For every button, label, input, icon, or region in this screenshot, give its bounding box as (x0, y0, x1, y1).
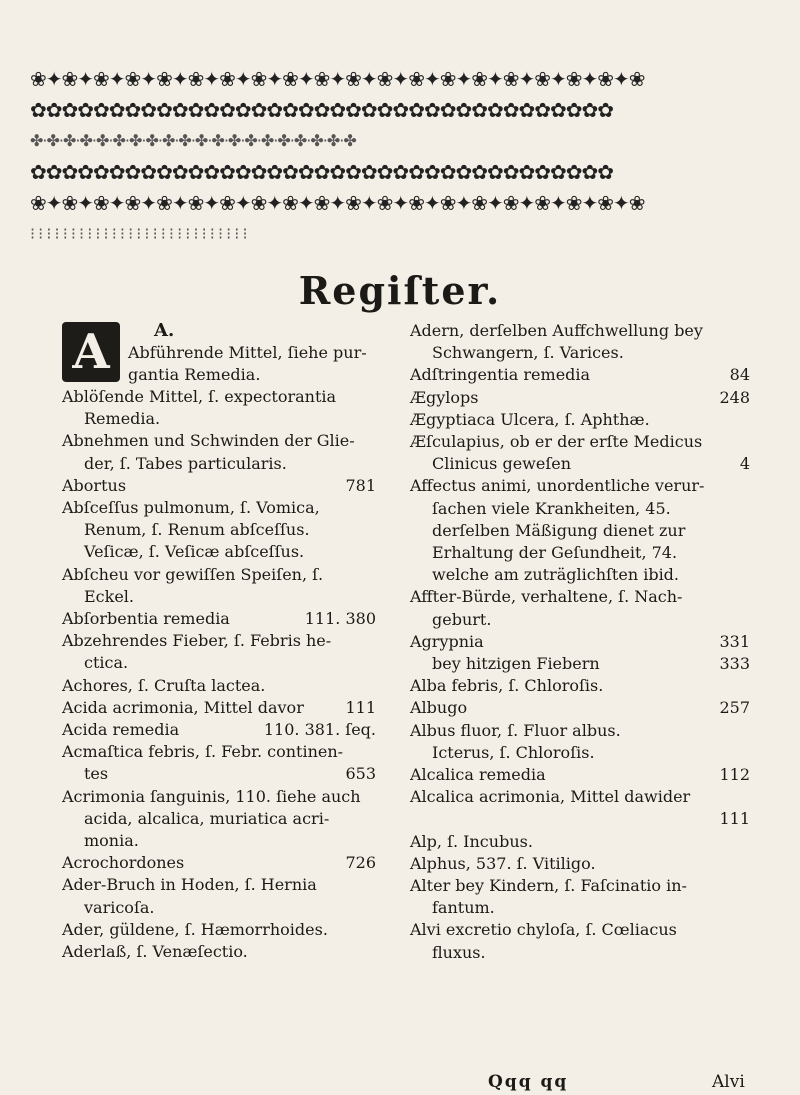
entry-text: Alba febris, ſ. Chloroſis. (410, 676, 604, 696)
index-entry (62, 874, 376, 896)
entry-text: fantum. (432, 898, 495, 918)
section-letter: A. (154, 320, 175, 341)
entry-page: 111 (719, 809, 750, 829)
index-entry (410, 475, 750, 497)
entry-text: Schwangern, ſ. Varices. (432, 343, 624, 363)
entry-text: Affectus animi, unordentliche verur- (410, 476, 705, 496)
index-entry: Abführende Mittel, ſiehe pur- (128, 343, 367, 363)
index-entry (410, 808, 750, 830)
entry-text: Ægylops (410, 387, 479, 407)
index-entry (62, 830, 376, 852)
entry-text: Acmaſtica febris, ſ. Febr. continen- (62, 742, 344, 762)
entry-text: varicoſa. (84, 897, 155, 917)
ornament-row: ❀✦❀✦❀✦❀✦❀✦❀✦❀✦❀✦❀✦❀✦❀✦❀✦❀✦❀✦❀✦❀✦❀✦❀✦❀✦❀ (30, 68, 645, 90)
index-entry (410, 520, 750, 542)
entry-text: Abnehmen und Schwinden der Glie- (62, 431, 355, 451)
entry-text: Acrochordones (62, 853, 185, 873)
index-entry (62, 541, 376, 563)
index-entry (62, 497, 376, 519)
index-entry (410, 542, 750, 564)
index-entry (62, 630, 376, 652)
index-entry (410, 409, 750, 431)
entry-text: der, ſ. Tabes particularis. (84, 453, 287, 473)
entry-page: 331 (719, 631, 750, 651)
entry-text: Remedia. (84, 409, 161, 429)
entry-page: 112 (719, 765, 750, 785)
entry-text: welche am zuträglichſten ibid. (432, 565, 680, 585)
entry-text: Erhaltung der Geſundheit, 74. (432, 543, 678, 563)
index-entry (410, 387, 750, 409)
entry-text: Adern, derſelben Auffchwellung bey (410, 321, 703, 340)
index-entry (410, 453, 750, 475)
index-entry (62, 453, 376, 475)
index-entry (410, 942, 750, 964)
index-entry (410, 586, 750, 608)
index-entry (410, 875, 750, 897)
index-entry (410, 853, 750, 875)
entry-text: fluxus. (432, 942, 486, 962)
index-entry (62, 564, 376, 586)
entry-text: Agrypnia (410, 631, 484, 651)
entry-text: Icterus, ſ. Chloroſis. (432, 742, 595, 762)
signature-mark: Qqq qq (488, 1072, 569, 1092)
ornament-row: ✿✿✿✿✿✿✿✿✿✿✿✿✿✿✿✿✿✿✿✿✿✿✿✿✿✿✿✿✿✿✿✿✿✿✿✿✿ (30, 99, 614, 121)
entry-text: Acida remedia (62, 720, 180, 740)
ornament-row: ⁝ ⁝ ⁝ ⁝ ⁝ ⁝ ⁝ ⁝ ⁝ ⁝ ⁝ ⁝ ⁝ ⁝ ⁝ ⁝ ⁝ ⁝ ⁝ ⁝ ⁝ ⁝ ⁝ ⁝ ⁝ ⁝ ⁝ (30, 224, 247, 243)
page-title: Regiſter. (298, 268, 502, 313)
index-entry (62, 719, 376, 741)
index-entry (410, 364, 750, 386)
entry-text: Abortus (62, 475, 127, 495)
entry-text: Ader-Bruch in Hoden, ſ. Hernia (62, 875, 317, 895)
entry-text: Clinicus geweſen (432, 454, 572, 474)
entry-text: Abzehrendes Fieber, ſ. Febris he- (62, 631, 332, 651)
index-entry (62, 519, 376, 541)
entry-text: Alvi excretio chyloſa, ſ. Cœliacus (410, 920, 677, 940)
entry-text: Affter-Bürde, verhaltene, ſ. Nach- (410, 587, 683, 607)
index-entry (62, 652, 376, 674)
entry-page: 333 (719, 654, 750, 674)
index-entry (410, 742, 750, 764)
entry-page: 257 (719, 698, 750, 718)
entry-text: Alcalica remedia (410, 765, 546, 785)
entry-page: 653 (345, 764, 376, 784)
index-entry (410, 564, 750, 586)
entry-text: Eckel. (84, 586, 135, 606)
entry-page: 4 (739, 454, 750, 474)
ornamental-header (30, 68, 770, 260)
index-entry (410, 653, 750, 675)
entry-text: ctica. (84, 653, 129, 673)
index-entry (410, 831, 750, 853)
entry-text: tes (84, 764, 109, 784)
index-entry (410, 342, 750, 364)
entry-page: 110. 381. ſeq. (263, 720, 376, 740)
index-entry (410, 609, 750, 631)
entry-text: Veſicæ, ſ. Veſicæ abſceſſus. (84, 542, 305, 562)
index-entry (62, 430, 376, 452)
entry-text: Æſculapius, ob er der erſte Medicus (410, 432, 703, 452)
entry-text: Abſceſſus pulmonum, ſ. Vomica, (62, 498, 320, 518)
index-entry (62, 697, 376, 719)
entry-text: Alter bey Kindern, ſ. Faſcinatio in- (410, 876, 687, 896)
index-entry (62, 386, 376, 408)
entry-text: Albus fluor, ſ. Fluor albus. (410, 720, 621, 740)
entry-page: 726 (345, 853, 376, 873)
entry-text: ſachen viele Krankheiten, 45. (432, 498, 671, 518)
index-entry (410, 697, 750, 719)
ornament-row: ✤·✤·✤·✤·✤·✤·✤·✤·✤·✤·✤·✤·✤·✤·✤·✤·✤·✤·✤·✤ (30, 131, 356, 150)
index-entry (62, 763, 376, 785)
entry-text: Ablöſende Mittel, ſ. expectorantia (62, 387, 337, 406)
index-entry: gantia Remedia. (128, 365, 261, 385)
index-entry (62, 852, 376, 874)
entry-text: Alphus, 537. ſ. Vitiligo. (410, 853, 596, 873)
entry-text: Acrimonia ſanguinis, 110. ſiehe auch (62, 786, 361, 806)
dropcap-block (62, 320, 376, 386)
entry-text: Aderlaß, ſ. Venæſectio. (62, 942, 248, 962)
left-column (62, 320, 376, 963)
entry-text: Adſtringentia remedia (410, 365, 591, 385)
right-column (410, 320, 750, 964)
catchword: Alvi (712, 1072, 745, 1092)
index-entry (62, 741, 376, 763)
entry-text: acida, alcalica, muriatica acri- (84, 808, 330, 828)
index-entry (62, 941, 376, 963)
ornament-row: ✿✿✿✿✿✿✿✿✿✿✿✿✿✿✿✿✿✿✿✿✿✿✿✿✿✿✿✿✿✿✿✿✿✿✿✿✿ (30, 161, 614, 183)
entry-page: 84 (729, 365, 750, 385)
entry-text: Achores, ſ. Cruſta lactea. (62, 675, 266, 695)
index-entry (410, 498, 750, 520)
entry-page: 781 (345, 475, 376, 495)
index-entry (62, 897, 376, 919)
entry-text: Abſorbentia remedia (62, 609, 230, 629)
index-entry (410, 720, 750, 742)
ornament-row: ❀✦❀✦❀✦❀✦❀✦❀✦❀✦❀✦❀✦❀✦❀✦❀✦❀✦❀✦❀✦❀✦❀✦❀✦❀✦❀ (30, 192, 645, 214)
entry-text: Alcalica acrimonia, Mittel dawider (410, 787, 691, 807)
index-entry (62, 786, 376, 808)
entry-text: Renum, ſ. Renum abſceſſus. (84, 520, 310, 540)
entry-text: bey hitzigen Fiebern (432, 654, 600, 674)
index-entry (410, 919, 750, 941)
entry-text: Abſcheu vor gewiſſen Speiſen, ſ. (62, 564, 324, 584)
index-entry (62, 675, 376, 697)
index-entry (62, 408, 376, 430)
entry-text: monia. (84, 831, 139, 851)
left-entries (62, 386, 376, 963)
index-entry (410, 631, 750, 653)
index-entry (62, 608, 376, 630)
index-entry (410, 786, 750, 808)
entry-text: Albugo (410, 698, 468, 718)
index-entry (410, 320, 750, 342)
entry-text: Ægyptiaca Ulcera, ſ. Aphthæ. (410, 409, 650, 429)
index-entry (62, 808, 376, 830)
index-entry (410, 675, 750, 697)
entry-text: Alp, ſ. Incubus. (410, 831, 533, 851)
index-entry (410, 431, 750, 453)
entry-text: derſelben Mäßigung dienet zur (432, 520, 686, 540)
entry-text: Acida acrimonia, Mittel davor (62, 697, 304, 717)
dropcap-letter: A (62, 322, 120, 382)
entry-page: 111. 380 (304, 609, 376, 629)
index-entry (62, 586, 376, 608)
index-entry (62, 475, 376, 497)
index-entry (62, 919, 376, 941)
entry-page: 248 (719, 387, 750, 407)
index-entry (410, 764, 750, 786)
entry-text: Ader, güldene, ſ. Hæmorrhoides. (62, 919, 328, 939)
entry-page: 111 (345, 697, 376, 717)
index-entry (410, 897, 750, 919)
entry-text: geburt. (432, 609, 492, 629)
right-entries (410, 320, 750, 964)
